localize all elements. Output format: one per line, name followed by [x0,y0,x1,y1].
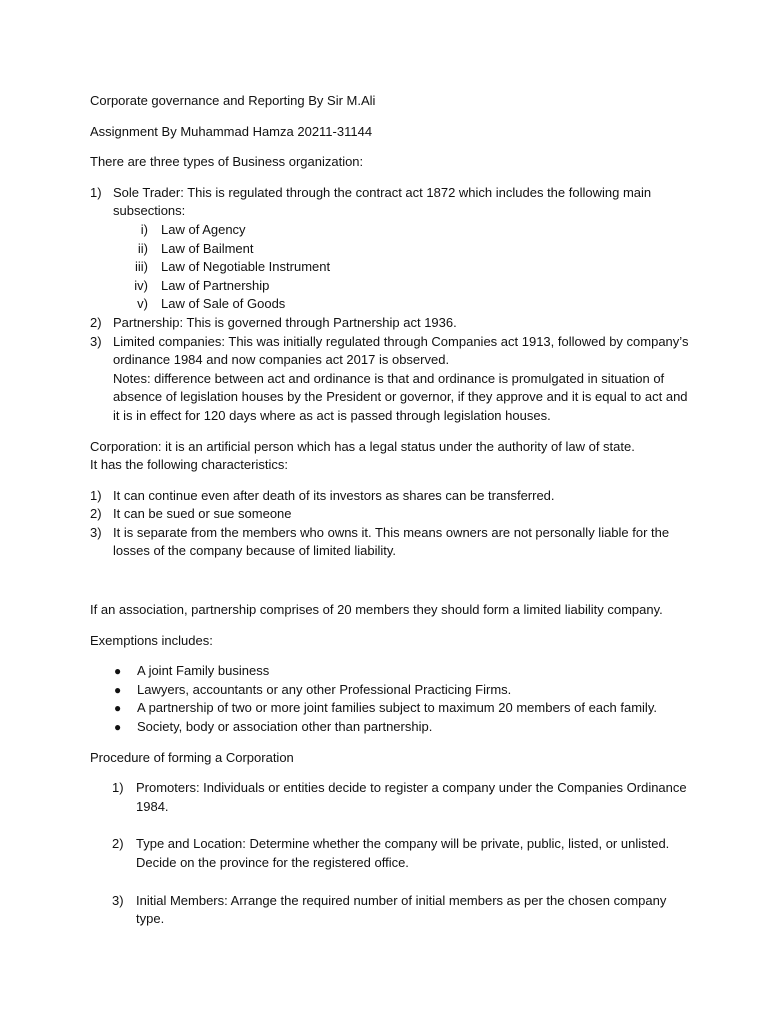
item-text: losses of the company because of limited liability. [113,543,397,559]
item-text: A partnership of two or more joint families subject to maximum 20 members of each family. [137,700,657,716]
sub-item-number: iii) [135,259,148,275]
item-text: Sole Trader: This is regulated through the contract act 1872 which includes the following main [113,184,652,200]
item-text: Lawyers, accountants or any other Professional Practicing Firms. [137,681,512,697]
item-number: 2) [90,506,102,522]
item-text: Limited companies: This was initially regulated through Companies act 1913, followed by company’s [113,333,689,349]
characteristics-list [90,487,690,561]
document-page [90,92,690,929]
list-item [114,662,690,681]
item-text: A joint Family business [137,663,270,679]
procedure-title: Procedure of forming a Corporation [90,749,294,765]
exemptions-list [90,662,690,736]
item-text: Type and Location: Determine whether the company will be private, public, listed, or unlisted. [136,836,670,852]
sub-list-item [103,221,690,240]
item-number: 2) [90,314,102,330]
item-number: 3) [112,892,124,908]
doc-title: Corporate governance and Reporting By Sir M.Ali [90,93,376,108]
list-item [90,505,690,524]
item-text: absence of legislation houses by the President or governor, if they approve and it is equal to act and [113,389,688,405]
list-item [112,779,690,816]
item-text: It can continue even after death of its investors as shares can be transferred. [113,487,555,503]
sub-list [90,221,690,314]
sub-item-text: Law of Agency [161,221,246,237]
item-text: subsections: [113,203,186,219]
bullet-icon: ● [114,682,122,697]
item-text: type. [136,911,165,927]
item-text: Society, body or association other than partnership. [137,719,433,735]
list-item [90,524,690,561]
bullet-icon: ● [114,720,122,735]
doc-intro: There are three types of Business organization: [90,154,364,170]
bullet-icon: ● [114,664,122,679]
list-item [114,681,690,700]
item-text: ordinance 1984 and now companies act 2017 is observed. [113,352,450,368]
doc-author: Assignment By Muhammad Hamza 20211-31144 [90,123,373,139]
exemptions-title: Exemptions includes: [90,632,213,648]
procedure-list [90,779,690,929]
item-text: Promoters: Individuals or entities decide to register a company under the Companies Ordinance [136,780,687,796]
item-text: Initial Members: Arrange the required number of initial members as per the chosen company [136,892,667,908]
item-text: it is in effect for 120 days where as act is passed through legislation houses. [113,407,551,423]
item-text: 1984. [136,798,169,814]
item-number: 1) [90,487,102,503]
list-item [90,487,690,506]
list-item [90,333,690,426]
sub-item-text: Law of Negotiable Instrument [161,259,331,275]
types-list [90,184,690,426]
bullet-icon: ● [114,701,122,716]
sub-item-text: Law of Bailment [161,240,254,256]
item-number: 2) [112,836,124,852]
sub-list-item [103,277,690,296]
list-item [90,314,690,333]
item-number: 3) [90,524,102,540]
sub-item-number: ii) [137,240,148,256]
item-text: Partnership: This is governed through Partnership act 1936. [113,314,457,330]
list-item [112,892,690,929]
sub-item-number: i) [140,221,148,237]
item-number: 3) [90,333,102,349]
item-text: It can be sued or sue someone [113,506,292,522]
list-item [114,718,690,737]
list-item [112,835,690,872]
item-number: 1) [112,780,124,796]
sub-item-number: iv) [134,277,148,293]
corporation-definition: Corporation: it is an artificial person which has a legal status under the authority of law of state. [90,438,635,454]
item-text: Decide on the province for the registered office. [136,855,409,870]
sub-item-text: Law of Sale of Goods [161,296,286,312]
sub-item-text: Law of Partnership [161,277,270,293]
sub-item-number: v) [137,296,148,312]
sub-list-item [103,258,690,277]
item-number: 1) [90,184,102,200]
item-text: It is separate from the members who owns it. This means owners are not personally liable for the [113,524,670,540]
item-text: Notes: difference between act and ordinance is that and ordinance is promulgated in situation of [113,370,665,386]
list-item [90,184,690,221]
sub-list-item [103,240,690,259]
association-paragraph: If an association, partnership comprises of 20 members they should form a limited liability company. [90,602,663,618]
list-item [114,699,690,718]
corporation-characteristics-intro: It has the following characteristics: [90,457,288,473]
sub-list-item [103,295,690,314]
